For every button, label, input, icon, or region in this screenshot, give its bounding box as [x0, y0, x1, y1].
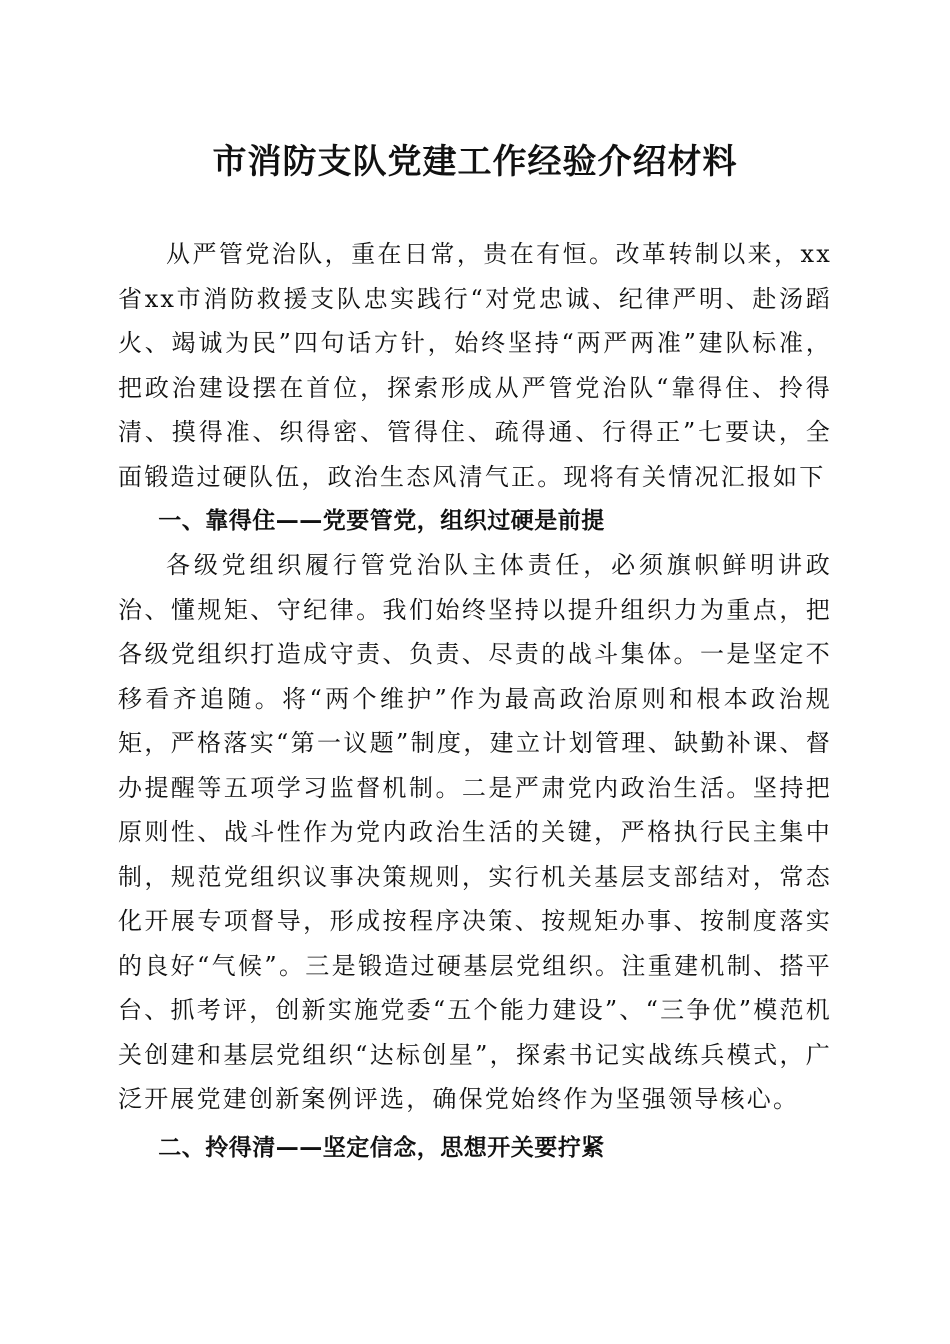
section-2-heading: 二、拎得清——坚定信念，思想开关要拧紧 [158, 1134, 605, 1161]
document-title: 市消防支队党建工作经验介绍材料 [212, 142, 738, 182]
intro-paragraph: 从严管党治队，重在日常，贵在有恒。改革转制以来，xx省xx市消防救援支队忠实践行“对党忠诚、纪律严明、赴汤蹈火、竭诚为民”四句话方针，始终坚持“两严两准”建队标准，把政治建设摆在首位，探索形成从严管党治队“靠得住、拎得清、摸得准、织得密、管得住、疏得通、行得正”七要诀，全面锻造过硬队伍，政治生态风清气正。现将有关情况汇报如下 [118, 240, 832, 491]
section-1-heading: 一、靠得住——党要管党，组织过硬是前提 [158, 508, 605, 534]
section-1-body: 各级党组织履行管党治队主体责任，必须旗帜鲜明讲政治、懂规矩、守纪律。我们始终坚持以提升组织力为重点，把各级党组织打造成守责、负责、尽责的战斗集体。一是坚定不移看齐追随。将“两个维护”作为最高政治原则和根本政治规矩，严格落实“第一议题”制度，建立计划管理、缺勤补课、督办提醒等五项学习监督机制。二是严肃党内政治生活。坚持把原则性、战斗性作为党内政治生活的关键，严格执行民主集中制，规范党组织议事决策规则，实行机关基层支部结对，常态化开展专项督导，形成按程序决策、按规矩办事、按制度落实的良好“气候”。三是锻造过硬基层党组织。注重建机制、搭平台、抓考评，创新实施党委“五个能力建设”、“三争优”模范机关创建和基层党组织“达标创星”，探索书记实战练兵模式，广泛开展党建创新案例评选，确保党始终作为坚强领导核心。 [118, 551, 832, 1113]
